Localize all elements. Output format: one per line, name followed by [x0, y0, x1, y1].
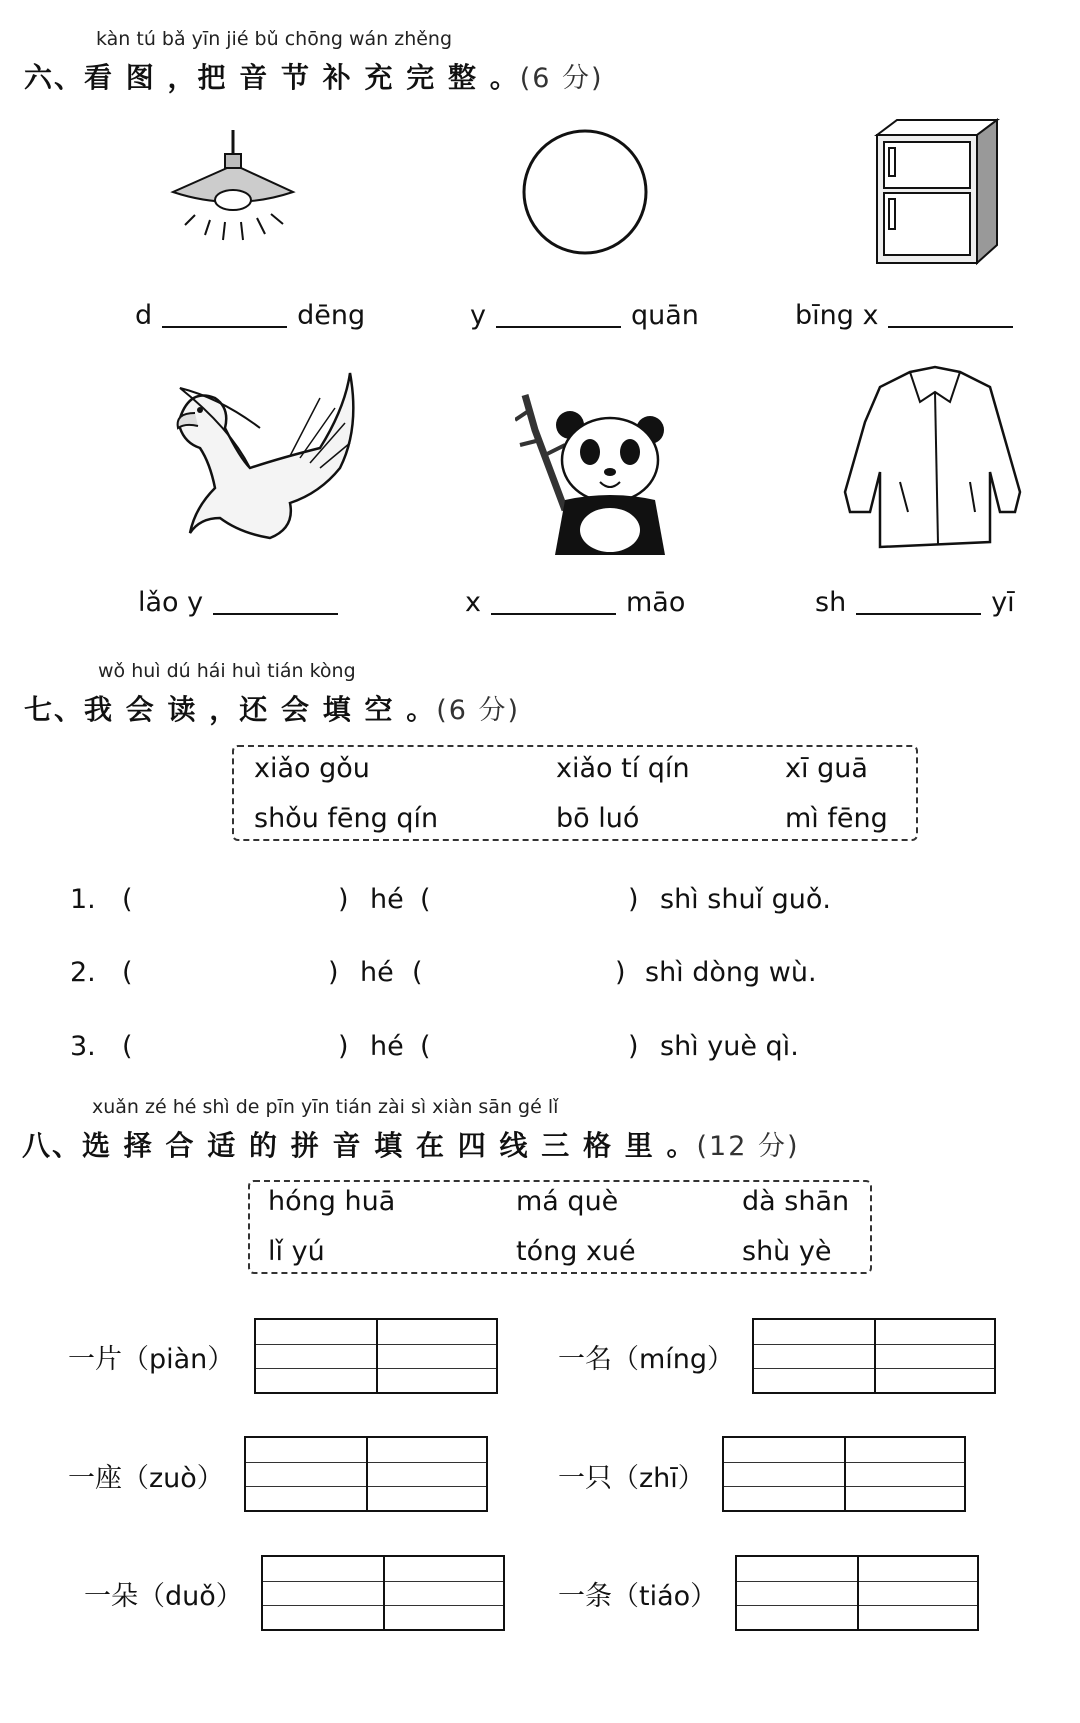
paren: ( — [420, 1031, 431, 1062]
paren: ( — [122, 957, 133, 988]
question-text: hé — [370, 884, 404, 915]
measure-label: 一片（piàn） — [68, 1344, 235, 1375]
paren: ) — [338, 884, 349, 915]
section8-title — [22, 1124, 800, 1164]
item-suffix: dēng — [297, 300, 366, 331]
lamp-image — [165, 130, 300, 250]
item-suffix: yī — [991, 587, 1015, 618]
item-eagle — [138, 587, 348, 618]
four-line-grid[interactable] — [244, 1436, 488, 1512]
question-text: shì dòng wù. — [645, 957, 817, 988]
item-circle — [470, 300, 699, 331]
paren: ) — [628, 884, 639, 915]
word: lǐ yú — [268, 1236, 325, 1267]
four-line-grid[interactable] — [752, 1318, 996, 1394]
measure-label: 一朵（duǒ） — [84, 1581, 243, 1612]
answer-blank[interactable] — [856, 589, 981, 615]
item-prefix: bīng x — [795, 300, 879, 331]
section8-title-text: 八、选 择 合 适 的 拼 音 填 在 四 线 三 格 里 。 — [22, 1129, 697, 1162]
item-prefix: x — [465, 587, 481, 618]
item-prefix: lǎo y — [138, 587, 204, 618]
jacket-image — [840, 362, 1030, 552]
fridge-image — [872, 115, 1002, 270]
question-number: 1. — [70, 884, 96, 915]
word: xiǎo gǒu — [254, 753, 370, 784]
section6-title — [24, 56, 604, 96]
paren: ) — [328, 957, 339, 988]
question-number: 3. — [70, 1031, 96, 1062]
item-suffix: quān — [630, 300, 699, 331]
section8-score: (12 分) — [696, 1131, 800, 1162]
question-number: 2. — [70, 957, 96, 988]
question-text: hé — [370, 1031, 404, 1062]
item-panda — [465, 587, 685, 618]
section7-score: (6 分) — [436, 695, 521, 726]
item-fridge — [795, 300, 1023, 331]
circle-image — [520, 127, 650, 257]
eagle-image — [170, 368, 365, 543]
paren: ) — [628, 1031, 639, 1062]
panda-image — [515, 390, 685, 560]
section6-title-text: 六、看 图 ，把 音 节 补 充 完 整 。 — [24, 61, 520, 94]
item-lamp — [135, 300, 365, 331]
item-prefix: y — [470, 300, 486, 331]
word: shù yè — [742, 1236, 832, 1267]
item-jacket — [815, 587, 1015, 618]
word-bank-8 — [248, 1180, 872, 1274]
answer-blank[interactable] — [162, 302, 287, 328]
paren: ( — [122, 1031, 133, 1062]
word: dà shān — [742, 1186, 850, 1217]
word-bank-7 — [232, 745, 918, 841]
question-1 — [70, 884, 970, 924]
word: mì fēng — [785, 803, 888, 834]
answer-blank[interactable] — [491, 589, 616, 615]
question-2 — [70, 957, 970, 997]
item-prefix: d — [135, 300, 153, 331]
question-3 — [70, 1031, 970, 1071]
paren: ( — [122, 884, 133, 915]
word: bō luó — [556, 803, 640, 834]
section7-pinyin: wǒ huì dú hái huì tián kòng — [98, 660, 356, 682]
question-text: shì shuǐ guǒ. — [660, 884, 831, 915]
question-text: hé — [360, 957, 394, 988]
word: xiǎo tí qín — [556, 753, 690, 784]
section7-title — [24, 688, 520, 728]
item-suffix: māo — [625, 587, 686, 618]
section7-title-text: 七、我 会 读 ，还 会 填 空 。 — [24, 693, 437, 726]
word: shǒu fēng qín — [254, 803, 439, 834]
answer-blank[interactable] — [213, 589, 338, 615]
four-line-grid[interactable] — [261, 1555, 505, 1631]
paren: ( — [420, 884, 431, 915]
answer-blank[interactable] — [888, 302, 1013, 328]
four-line-grid[interactable] — [722, 1436, 966, 1512]
word: hóng huā — [268, 1186, 396, 1217]
measure-label: 一只（zhī） — [558, 1463, 705, 1494]
word: xī guā — [785, 753, 868, 784]
measure-label: 一座（zuò） — [68, 1463, 224, 1494]
section8-pinyin: xuǎn zé hé shì de pīn yīn tián zài sì xiàn sān gé lǐ — [92, 1096, 559, 1118]
question-text: shì yuè qì. — [660, 1031, 799, 1062]
paren: ) — [338, 1031, 349, 1062]
four-line-grid[interactable] — [735, 1555, 979, 1631]
four-line-grid[interactable] — [254, 1318, 498, 1394]
measure-label: 一条（tiáo） — [558, 1581, 718, 1612]
section6-pinyin: kàn tú bǎ yīn jié bǔ chōng wán zhěng — [96, 28, 453, 50]
item-prefix: sh — [815, 587, 847, 618]
word: tóng xué — [516, 1236, 636, 1267]
paren: ) — [615, 957, 626, 988]
word: má què — [516, 1186, 619, 1217]
section6-score: (6 分) — [519, 63, 604, 94]
measure-label: 一名（míng） — [558, 1344, 735, 1375]
paren: ( — [412, 957, 423, 988]
answer-blank[interactable] — [496, 302, 621, 328]
